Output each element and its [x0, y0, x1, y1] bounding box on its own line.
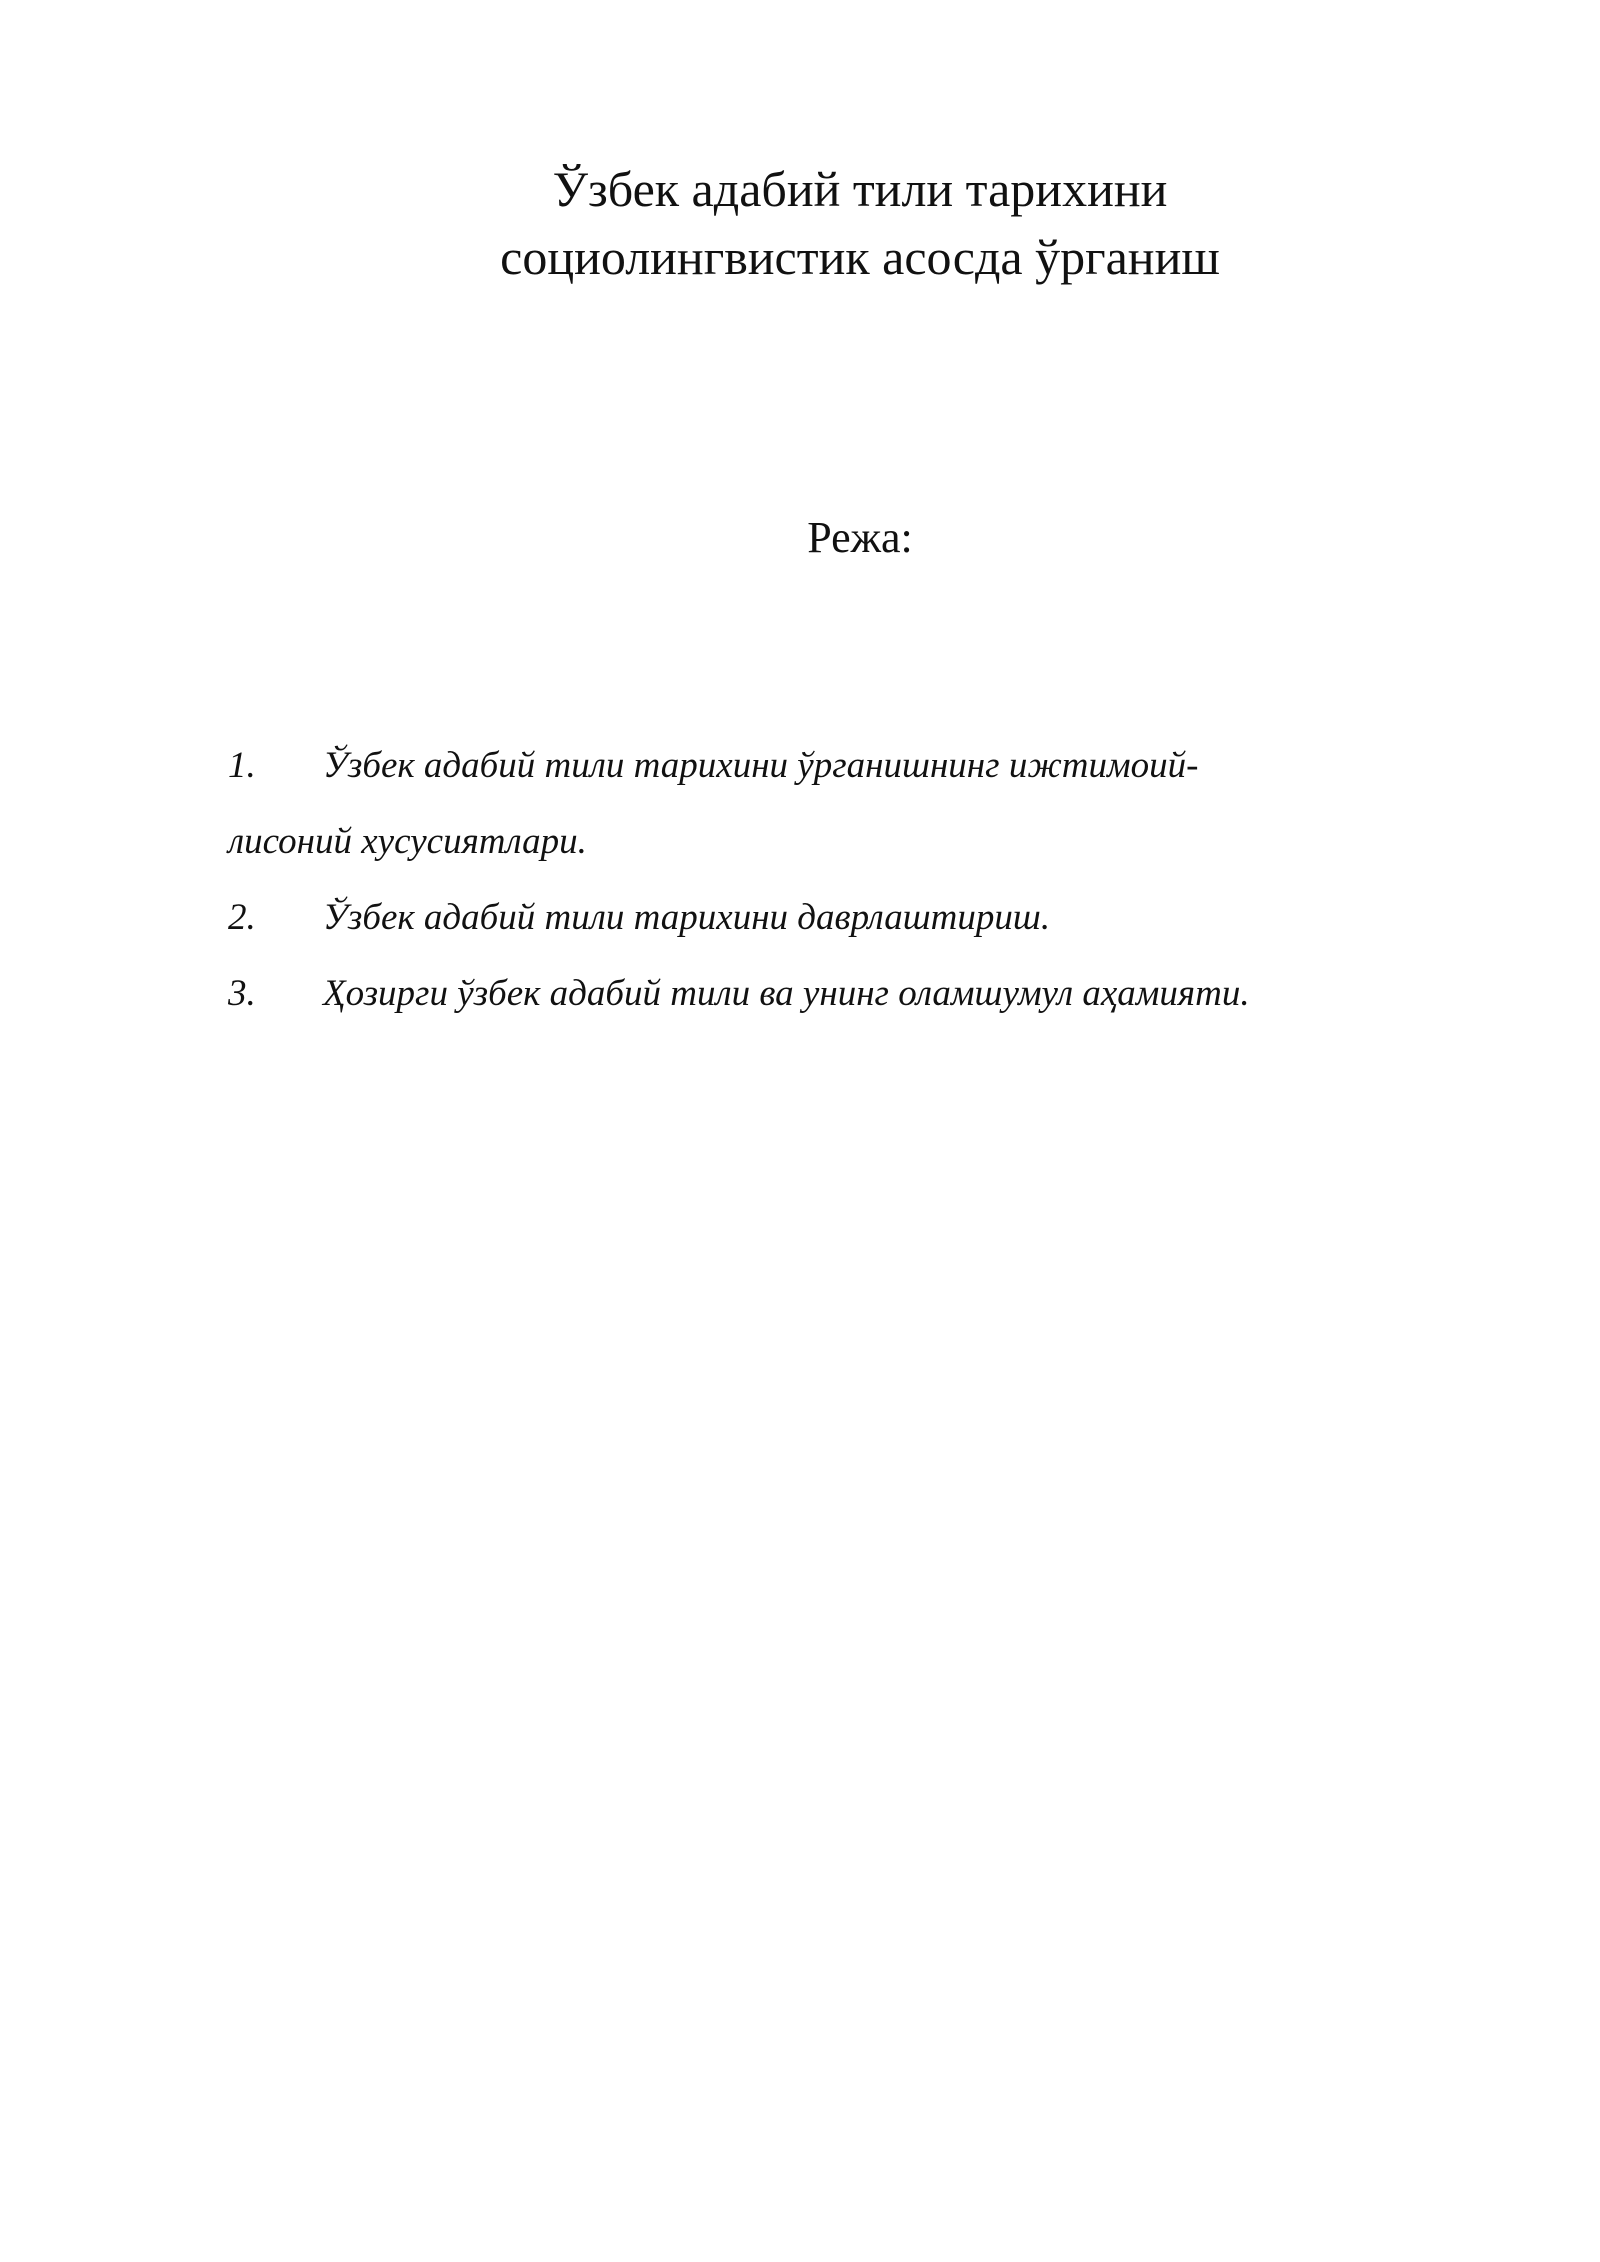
plan-item-text: Ўзбек адабий тили тарихини даврлаштириш.	[323, 897, 1051, 938]
plan-item-number: 3.	[228, 973, 256, 1014]
plan-item-text-line-2: лисоний хусусиятлари.	[228, 821, 587, 862]
plan-item-1	[228, 728, 1428, 804]
plan-item-2	[228, 880, 1428, 956]
document-title	[380, 155, 1340, 291]
plan-item-text: Ҳозирги ўзбек адабий тили ва унинг оламшумул аҳамияти.	[323, 973, 1250, 1014]
plan-item-number: 1.	[228, 745, 256, 786]
plan-list	[228, 728, 1428, 1032]
plan-item-3	[228, 956, 1428, 1032]
plan-item-number: 2.	[228, 897, 256, 938]
title-line-2: социолингвистик асосда ўрганиш	[500, 229, 1220, 285]
plan-item-1-continuation	[228, 804, 1428, 880]
plan-heading: Режа:	[807, 513, 913, 562]
title-line-1: Ўзбек адабий тили тарихини	[552, 161, 1168, 217]
plan-item-text-line-1: Ўзбек адабий тили тарихини ўрганишнинг ижтимоий-	[323, 745, 1199, 786]
